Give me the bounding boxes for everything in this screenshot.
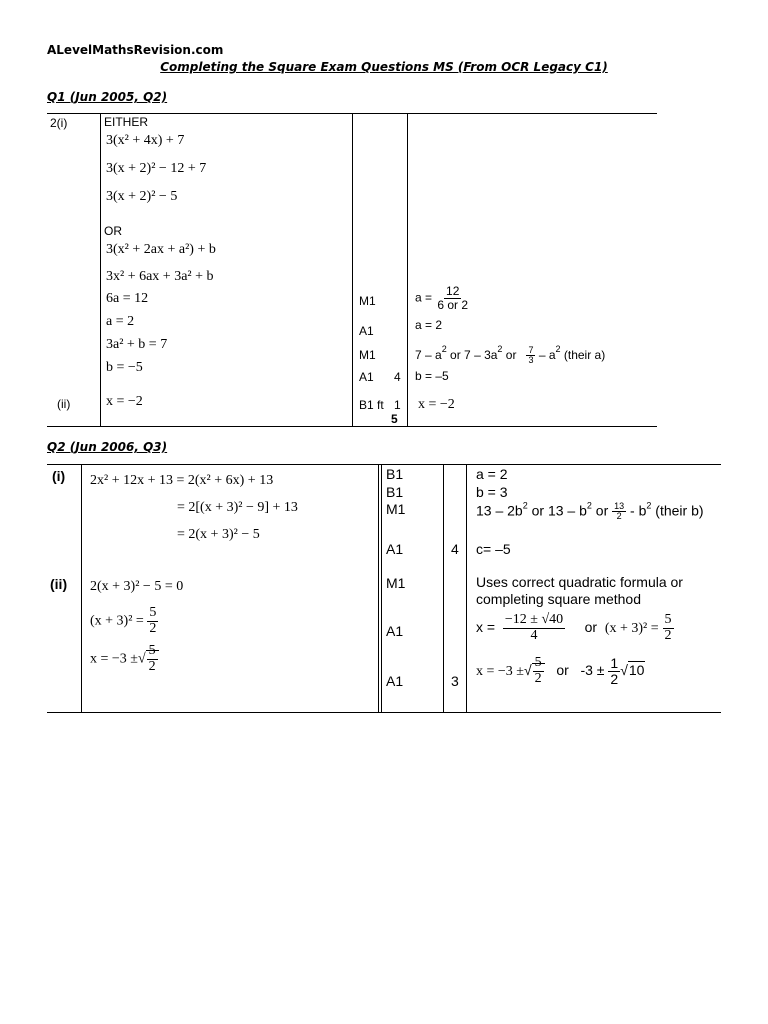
q1-guidance-a-value: a = 2 — [415, 318, 443, 332]
q2-working-line-3: = 2(x + 3)² − 5 — [177, 527, 260, 542]
q2-mark: M1 — [386, 501, 406, 517]
q1-or-label: OR — [104, 224, 122, 238]
q2-mark: A1 — [386, 541, 404, 557]
q1-or-step-4: a = 2 — [106, 314, 135, 329]
q1-mark: B1 ft — [359, 398, 384, 412]
q1-col-divider — [352, 113, 353, 426]
q2-working-line-4: 2(x + 3)² − 5 = 0 — [90, 579, 184, 594]
q1-either-step-3: 3(x + 2)² − 5 — [106, 189, 178, 204]
q2-col-divider — [381, 464, 382, 712]
q1-col-divider — [100, 113, 101, 426]
q1-mark-total: 4 — [394, 370, 401, 384]
q2-mark: A1 — [386, 623, 404, 639]
q2-col-divider — [378, 464, 379, 712]
q1-mark: A1 — [359, 370, 374, 384]
q1-mark: M1 — [359, 294, 376, 308]
q2-guidance-c-value: c= –5 — [476, 541, 511, 557]
q1-or-step-6: b = −5 — [106, 360, 143, 375]
q2-table-top-border — [47, 464, 721, 465]
q2-working-line-2: = 2[(x + 3)² − 9] + 13 — [177, 500, 298, 515]
q1-either-step-2: 3(x + 2)² − 12 + 7 — [106, 161, 207, 176]
q2-guidance-final-answer: x = −3 ±√ $\frac{5}{2}$ or -3 ± $\frac{1}{2}$ √10 — [476, 655, 645, 687]
q2-working-line-5: (x + 3)² = $\frac{5}{2}$ — [90, 605, 157, 636]
q1-grand-total: 5 — [391, 412, 398, 426]
q2-mark-total: 4 — [451, 541, 459, 557]
q2-heading: Q2 (Jun 2006, Q3) — [47, 440, 168, 454]
document-title: Completing the Square Exam Questions MS (From OCR Legacy C1) — [160, 60, 608, 74]
q2-part-ii-label: (ii) — [50, 576, 68, 592]
q1-either-step-1: 3(x² + 4x) + 7 — [106, 133, 185, 148]
q1-mark: M1 — [359, 348, 376, 362]
q2-mark: M1 — [386, 575, 406, 591]
q1-heading: Q1 (Jun 2005, Q2) — [47, 90, 168, 104]
q1-mark: A1 — [359, 324, 374, 338]
q1-part-ii-label: (ii) — [57, 397, 71, 411]
q1-guidance-b-method: $7 - a^2$ or $7 - 3a^2$ or $\frac{7}{3}$ – $a^2$ (their a) — [415, 344, 606, 366]
q1-or-step-2: 3x² + 6ax + 3a² + b — [106, 269, 214, 284]
q2-guidance-a: a = 2 — [476, 466, 508, 482]
q2-mark: A1 — [386, 673, 404, 689]
q2-mark-total: 3 — [451, 673, 459, 689]
q2-guidance-method-line-2: completing square method — [476, 591, 641, 607]
q2-guidance-c-method: $13 - 2b^2$ or $13 - b^2$ or $\frac{13}{2}$ - $b^2$ (their b) — [476, 500, 704, 522]
q2-part-i-label: (i) — [52, 468, 66, 484]
q2-working-line-6: x = −3 ±√ $\frac{5}{2}$ — [90, 644, 159, 674]
q2-col-divider — [466, 464, 467, 712]
q2-working-line-1: 2x² + 12x + 13 = 2(x² + 6x) + 13 — [90, 473, 274, 488]
q1-table-bottom-border — [47, 426, 657, 427]
q1-part-ii-answer: x = −2 — [106, 394, 143, 409]
q2-col-divider — [443, 464, 444, 712]
q1-guidance-a-equals: a = $\frac{12}{6 or 2}$ — [415, 284, 469, 312]
q1-or-step-3: 6a = 12 — [106, 291, 149, 306]
q2-guidance-method-line-1: Uses correct quadratic formula or — [476, 574, 683, 590]
q2-guidance-formula: x = $\frac{-12 \pm √40}{4}$ or (x + 3)² = $\frac{5}{2}$ — [476, 612, 672, 643]
q1-part-i-label: 2(i) — [50, 116, 68, 130]
q1-guidance-x-value: x = −2 — [418, 397, 455, 412]
q1-or-step-5: 3a² + b = 7 — [106, 337, 168, 352]
q2-mark: B1 — [386, 484, 404, 500]
q2-col-divider — [81, 464, 82, 712]
q1-mark-total: 1 — [394, 398, 401, 412]
q2-mark: B1 — [386, 466, 404, 482]
q2-table-bottom-border — [47, 712, 721, 713]
site-name: ALevelMathsRevision.com — [47, 43, 224, 57]
q2-guidance-b: b = 3 — [476, 484, 508, 500]
q1-col-divider — [407, 113, 408, 426]
q1-either-label: EITHER — [104, 115, 149, 129]
q1-or-step-1: 3(x² + 2ax + a²) + b — [106, 242, 216, 257]
q1-guidance-b-value: b = –5 — [415, 369, 449, 383]
